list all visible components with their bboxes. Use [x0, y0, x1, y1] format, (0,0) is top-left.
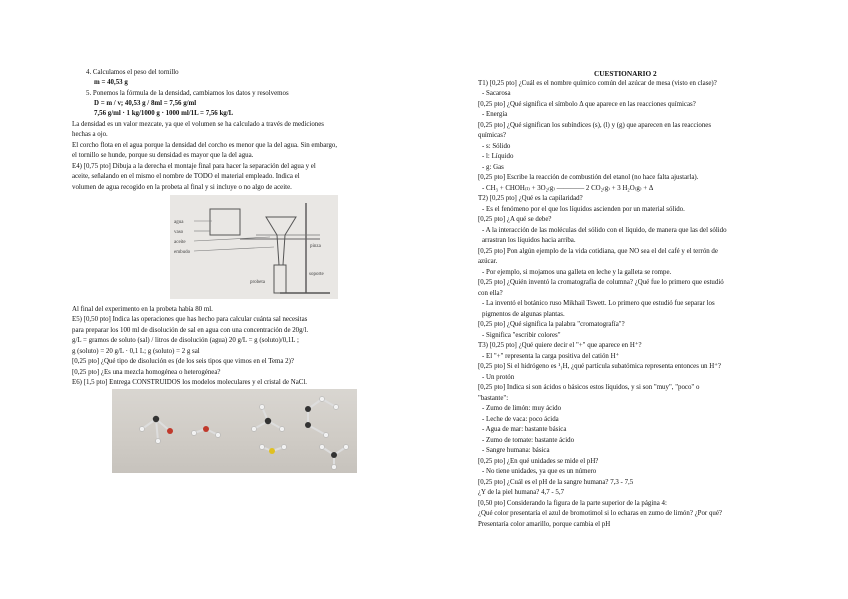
text-line: [0,25 pto] ¿Cuál es el pH de la sangre humana? 7,3 - 7,5: [478, 479, 634, 486]
text-line: [0,25 pto] Escribe la reacción de combustión del etanol (no hace falta ajustarla).: [478, 174, 699, 181]
label-embudo: embudo: [174, 250, 191, 255]
text-line: [0,25 pto] ¿Quién inventó la cromatografía de columna? ¿Qué fue lo primero que estudió: [478, 279, 724, 286]
text-line: volumen de agua recogido en la probeta al final y si incluye o no algo de aceite.: [72, 184, 292, 191]
text-line: T1) [0,25 pto] ¿Cuál es el nombre químico común del azúcar de mesa (visto en clase)?: [478, 80, 717, 87]
answer-line: - Agua de mar: bastante básica: [482, 426, 567, 433]
question-e4: E4) [0,75 pto] Dibuja a la derecha el montaje final para hacer la separación del agua y el: [72, 163, 316, 170]
text-line: [0,25 pto] ¿Qué tipo de disolución es (de los seis tipos que vimos en el Tema 2)?: [72, 358, 294, 365]
label-agua: agua: [174, 220, 184, 225]
label-pinza: pinza: [310, 244, 321, 249]
text-line: El corcho flota en el agua porque la densidad del corcho es menor que la del agua. Sin embargo,: [72, 142, 338, 149]
text-line: Presentaría color amarillo, porque cambia el pH: [478, 521, 611, 528]
label-probeta: probeta: [250, 280, 265, 285]
text-line: g (soluto) = 20 g/L · 0,1 L; g (soluto) = 2 g sal: [72, 348, 200, 355]
lab-setup-drawing: [170, 195, 338, 299]
label-soporte: soporte: [309, 272, 324, 277]
text-line: el tornillo se hunde, porque su densidad es mayor que la del agua.: [72, 152, 254, 159]
text-line: [0,25 pto] ¿A qué se debe?: [478, 216, 552, 223]
text-line: D = m / v; 40,53 g / 8ml = 7,56 g/ml: [94, 100, 197, 107]
answer-line: arrastran los líquidos hacia arriba.: [482, 237, 576, 244]
text-line: [0,50 pto] Considerando la figura de la parte superior de la página 4:: [478, 500, 667, 507]
answer-line: - A la interacción de las moléculas del sólido con el líquido, de manera que las del sólido: [482, 227, 727, 234]
text-line: 7,56 g/ml · 1 kg/1000 g · 1000 ml/1L = 7,56 kg/L: [94, 110, 234, 117]
text-line: [0,25 pto] ¿Es una mezcla homogénea o heterogénea?: [72, 369, 221, 376]
answer-line: pigmentos de algunas plantas.: [482, 311, 565, 318]
answer-line: - Zumo de limón: muy ácido: [482, 405, 562, 412]
text-line: aceite, señalando en el mismo el nombre de TODO el material empleado. Indica el: [72, 173, 300, 180]
label-vaso: vaso: [174, 230, 184, 235]
answer-line: - Es el fenómeno por el que los líquidos ascienden por un material sólido.: [482, 206, 685, 213]
text-line: g/L = gramos de soluto (sal) / litros de disolución (agua) 20 g/L = g (soluto)/0,1L ;: [72, 337, 299, 344]
molecular-models-sketch: [112, 389, 357, 473]
text-line: hechas a ojo.: [72, 131, 108, 138]
question-e5: E5) [0,50 pto] Indica las operaciones que has hecho para calcular cuánta sal necesitas: [72, 316, 308, 323]
text-line: [0,25 pto] ¿Qué significan los subíndices (s), (l) y (g) que aparecen en las reacciones: [478, 122, 712, 129]
text-line: ¿Qué color presentaría el azul de bromotimol si lo echaras en zumo de limón? ¿Por qué?: [478, 510, 722, 517]
text-line: 5. Ponemos la fórmula de la densidad, cambiamos los datos y resolvemos: [86, 90, 289, 97]
text-line: m = 40,53 g: [94, 79, 128, 86]
text-line: [0,25 pto] Indica si son ácidos o básicos estos líquidos, y si son "muy", "poco" o: [478, 384, 700, 391]
text-line: con ella?: [478, 290, 503, 297]
text-line: ¿Y de la piel humana? 4,7 - 5,7: [478, 489, 565, 496]
answer-line: - Un protón: [482, 374, 515, 381]
answer-line: - Por ejemplo, si mojamos una galleta en leche y la galleta se rompe.: [482, 269, 672, 276]
text-line: La densidad es un valor mezcate, ya que el volumen se ha calculado a través de mediciones: [72, 121, 324, 128]
answer-line: - Sacarosa: [482, 90, 511, 97]
answer-line: - Significa "escribir colores": [482, 332, 561, 339]
answer-line: - Sangre humana: básica: [482, 447, 550, 454]
answer-line: - CH₃ + CHOH₍ₗ₎ + 3O₂₍g₎ ———— 2 CO₂₍g₎ + 3 H₂O₍g₎ + Δ: [482, 185, 654, 192]
text-line: T3) [0,25 pto] ¿Qué quiere decir el "+" que aparece en H⁺?: [478, 342, 642, 349]
answer-line: - El "+" representa la carga positiva del catión H⁺: [482, 353, 620, 360]
answer-line: - Zumo de tomate: bastante ácido: [482, 437, 575, 444]
answer-line: - Leche de vaca: poco ácida: [482, 416, 559, 423]
text-line: [0,25 pto] ¿Qué significa la palabra "cromatografía"?: [478, 321, 625, 328]
text-line: [0,25 pto] ¿Qué significa el símbolo Δ que aparece en las reacciones químicas?: [478, 101, 696, 108]
questionnaire-title: CUESTIONARIO 2: [594, 69, 657, 78]
text-line: [0,25 pto] Si el hidrógeno es ¹₁H, ¿qué partícula subatómica representa entonces un H⁺?: [478, 363, 721, 370]
answer-line: - La inventó el botánico ruso Mikhail Tswett. Lo primero que estudió fue separar los: [482, 300, 715, 307]
text-line: "bastante":: [478, 395, 509, 402]
text-line: azúcar.: [478, 258, 498, 265]
text-line: 4. Calculamos el peso del tornillo: [86, 69, 179, 76]
text-line: para preparar los 100 ml de disolución de sal en agua con una concentración de 20g/l.: [72, 327, 309, 334]
answer-line: - l: Líquido: [482, 153, 514, 160]
answer-line: - No tiene unidades, ya que es un número: [482, 468, 597, 475]
label-aceite: aceite: [174, 240, 186, 245]
answer-line: - g: Gas: [482, 164, 504, 171]
text-line: químicas?: [478, 132, 506, 139]
question-e6: E6) [1,5 pto] Entrega CONSTRUIDOS los modelos moleculares y el cristal de NaCl.: [72, 379, 308, 386]
molecular-models-photo: [112, 389, 357, 473]
text-line: Al final del experimento en la probeta había 80 ml.: [72, 306, 213, 313]
lab-setup-sketch: [170, 195, 338, 299]
answer-line: - Energía: [482, 111, 508, 118]
text-line: [0,25 pto] Pon algún ejemplo de la vida cotidiana, que NO sea el del café y el terrón de: [478, 248, 718, 255]
answer-line: - s: Sólido: [482, 143, 511, 150]
text-line: [0,25 pto] ¿En qué unidades se mide el pH?: [478, 458, 599, 465]
text-line: T2) [0,25 pto] ¿Qué es la capilaridad?: [478, 195, 583, 202]
